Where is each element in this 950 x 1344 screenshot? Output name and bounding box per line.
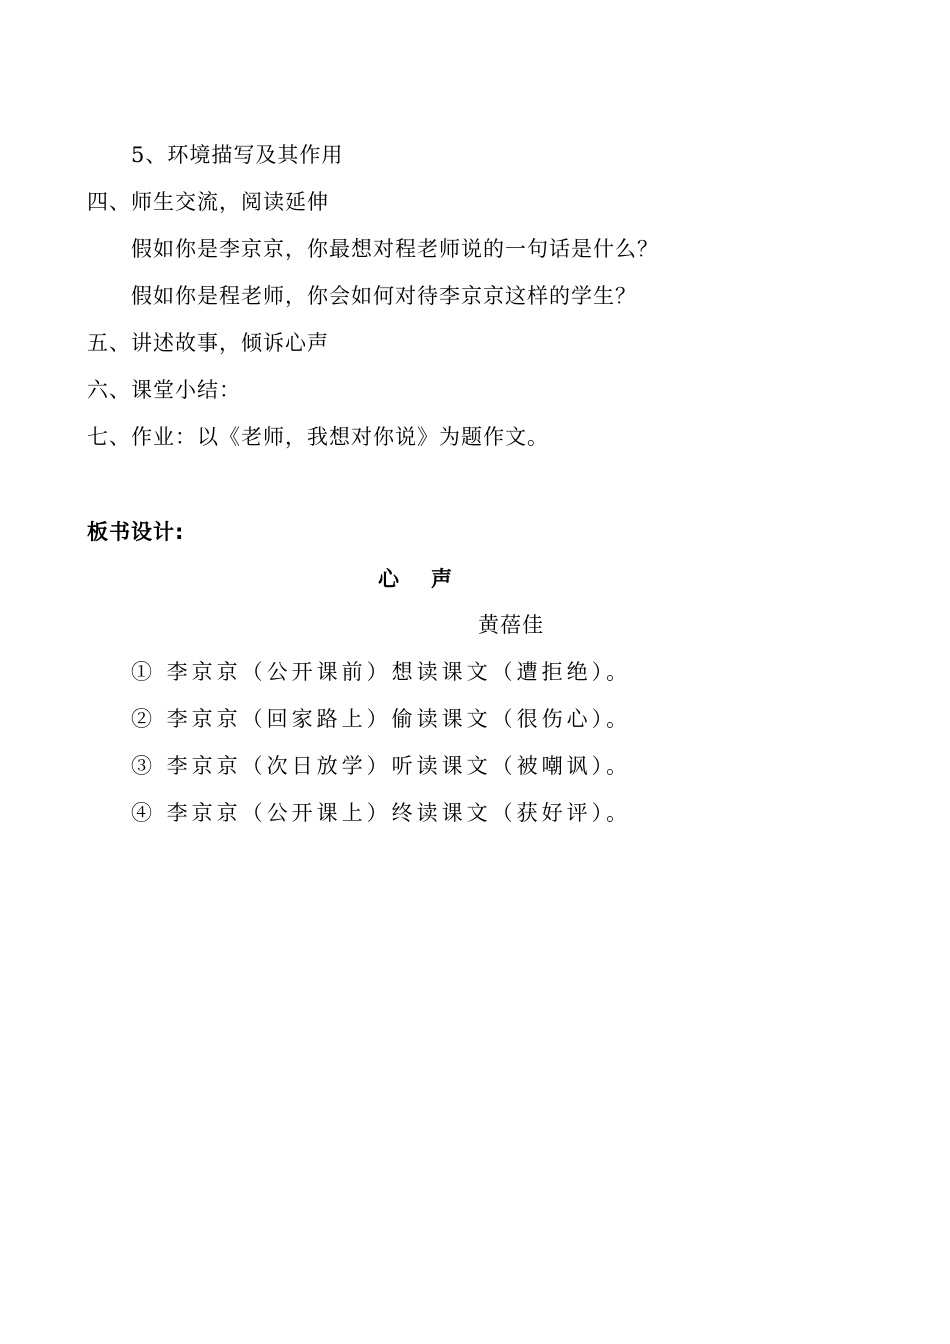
board-author: 黄蓓佳: [478, 613, 544, 637]
lesson-item-5: 5、环境描写及其作用: [131, 143, 344, 167]
section-7-homework: 七、作业：以《老师，我想对你说》为题作文。: [87, 425, 549, 449]
board-row-4: ④ 李京京（公开课上）终读课文（获好评）。: [131, 801, 632, 825]
question-1: 假如你是李京京，你最想对程老师说的一句话是什么？: [131, 237, 659, 261]
board-title: 心声: [378, 567, 484, 591]
section-4-heading: 四、师生交流，阅读延伸: [87, 190, 329, 214]
question-2: 假如你是程老师，你会如何对待李京京这样的学生？: [131, 284, 637, 308]
board-design-heading: 板书设计:: [87, 520, 185, 544]
board-row-1: ① 李京京（公开课前）想读课文（遭拒绝）。: [131, 660, 632, 684]
section-5-heading: 五、讲述故事，倾诉心声: [87, 331, 329, 355]
board-row-2: ② 李京京（回家路上）偷读课文（很伤心）。: [131, 707, 632, 731]
section-6-heading: 六、课堂小结：: [87, 378, 241, 402]
board-row-3: ③ 李京京（次日放学）听读课文（被嘲讽）。: [131, 754, 632, 778]
